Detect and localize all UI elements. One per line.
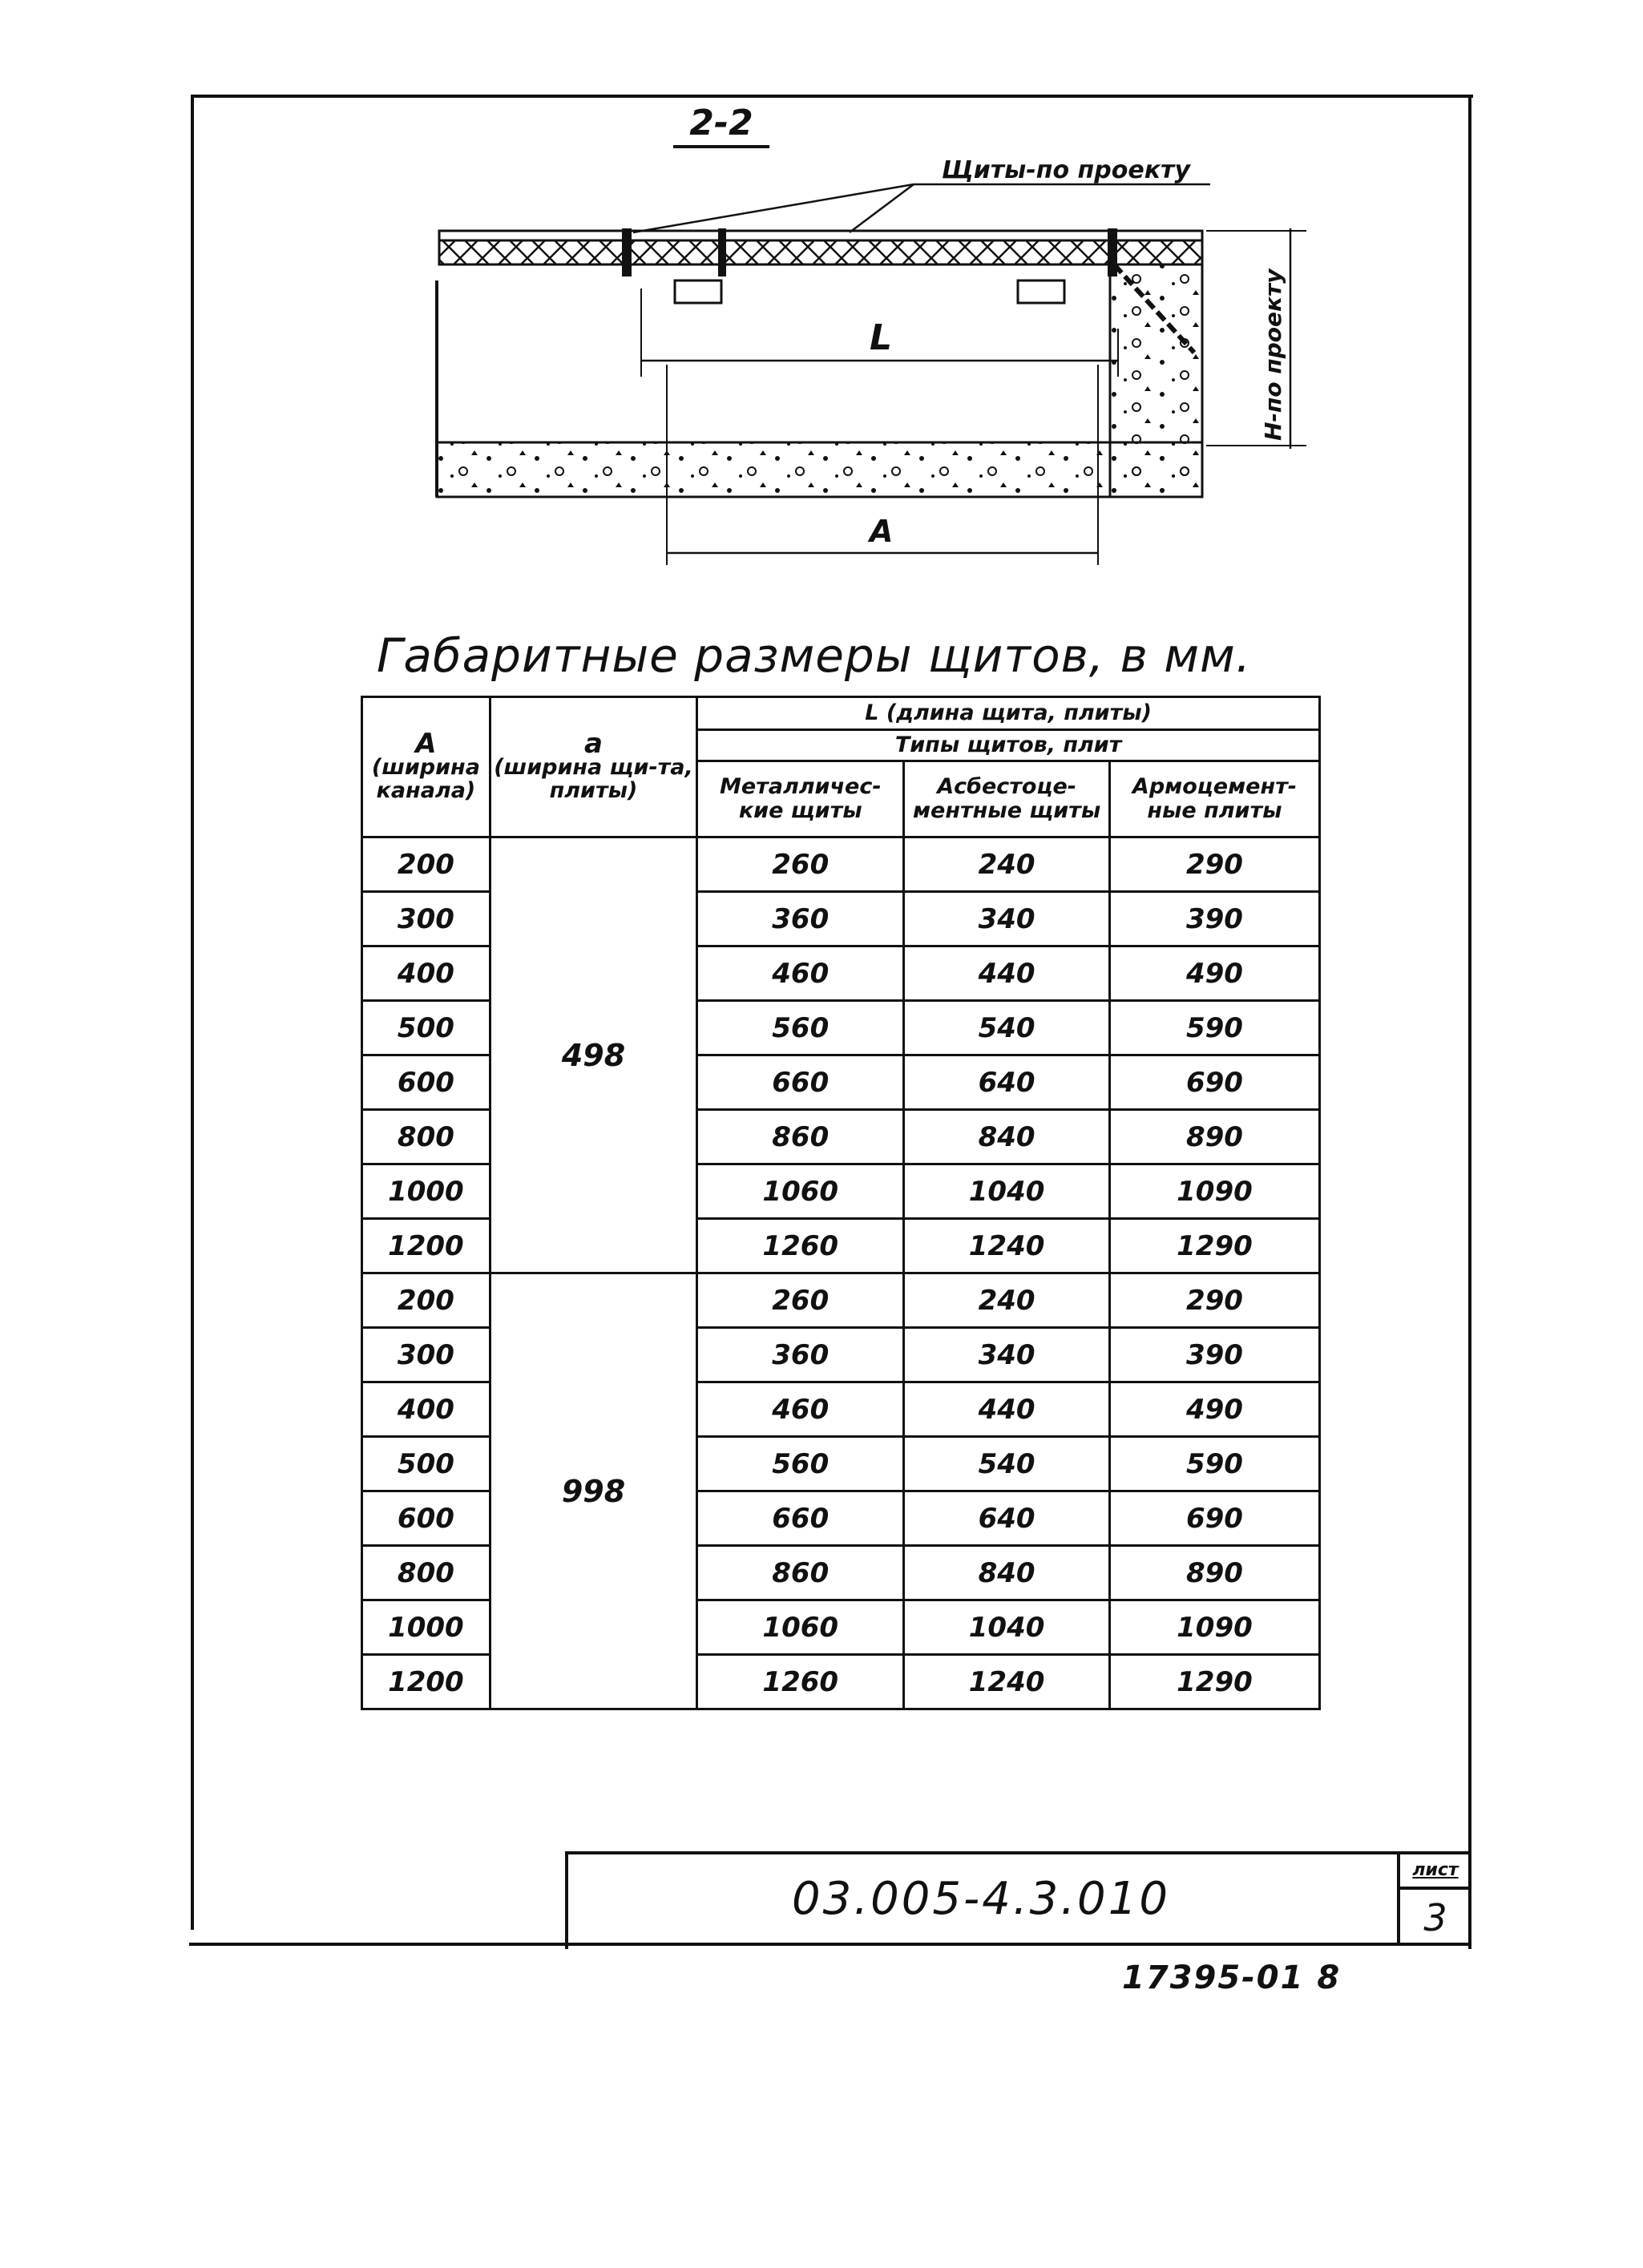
cell-asbestos: 1040 bbox=[904, 1164, 1110, 1219]
cell-armo: 290 bbox=[1109, 1273, 1319, 1328]
header-panel-width: a (ширина щи-та, плиты) bbox=[490, 697, 696, 837]
header-asbestos: Асбестоце-ментные щиты bbox=[904, 761, 1110, 837]
cell-A: 1000 bbox=[362, 1600, 490, 1655]
header-panel-types: Типы щитов, плит bbox=[697, 730, 1320, 761]
cell-A: 600 bbox=[362, 1055, 490, 1110]
cell-metal: 1060 bbox=[697, 1164, 904, 1219]
cell-armo: 290 bbox=[1109, 837, 1319, 892]
cell-A: 1200 bbox=[362, 1655, 490, 1709]
cell-asbestos: 1040 bbox=[904, 1600, 1110, 1655]
header-panel-length: L (длина щита, плиты) bbox=[697, 697, 1320, 730]
dim-L-label: L bbox=[870, 317, 893, 358]
cell-a-group-1: 498 bbox=[490, 837, 696, 1273]
right-wall bbox=[1110, 264, 1202, 497]
bracket-right bbox=[1018, 280, 1064, 303]
section-drawing bbox=[0, 0, 1643, 577]
cell-asbestos: 540 bbox=[904, 1001, 1110, 1055]
cell-asbestos: 640 bbox=[904, 1055, 1110, 1110]
cell-metal: 660 bbox=[697, 1055, 904, 1110]
cell-asbestos: 640 bbox=[904, 1491, 1110, 1546]
cell-metal: 860 bbox=[697, 1546, 904, 1600]
section-label: 2-2 bbox=[673, 103, 769, 148]
cell-armo: 590 bbox=[1109, 1437, 1319, 1491]
cell-A: 200 bbox=[362, 837, 490, 892]
sheet-number-box bbox=[1397, 1854, 1471, 1946]
cell-metal: 460 bbox=[697, 1382, 904, 1437]
header-channel-width: A (ширина канала) bbox=[362, 697, 490, 837]
cell-A: 600 bbox=[362, 1491, 490, 1546]
cell-armo: 590 bbox=[1109, 1001, 1319, 1055]
cell-asbestos: 840 bbox=[904, 1546, 1110, 1600]
table-caption: Габаритные размеры щитов, в мм. bbox=[377, 628, 1252, 683]
cell-A: 1200 bbox=[362, 1219, 490, 1273]
cell-A: 300 bbox=[362, 892, 490, 946]
cell-A: 300 bbox=[362, 1328, 490, 1382]
cell-metal: 560 bbox=[697, 1437, 904, 1491]
note-leader-1 bbox=[633, 184, 914, 232]
cell-A: 200 bbox=[362, 1273, 490, 1328]
table-row bbox=[362, 1273, 1320, 1328]
bottom-slab bbox=[437, 442, 1202, 497]
cell-armo: 1290 bbox=[1109, 1219, 1319, 1273]
cell-armo: 1090 bbox=[1109, 1164, 1319, 1219]
cell-asbestos: 340 bbox=[904, 892, 1110, 946]
cell-asbestos: 1240 bbox=[904, 1655, 1110, 1709]
sheet-number: 3 bbox=[1423, 1896, 1447, 1939]
cell-metal: 1260 bbox=[697, 1655, 904, 1709]
cell-metal: 1260 bbox=[697, 1219, 904, 1273]
cell-asbestos: 1240 bbox=[904, 1219, 1110, 1273]
cell-asbestos: 440 bbox=[904, 1382, 1110, 1437]
cell-asbestos: 440 bbox=[904, 946, 1110, 1001]
cell-asbestos: 240 bbox=[904, 1273, 1110, 1328]
cell-armo: 690 bbox=[1109, 1055, 1319, 1110]
panel-joint-left bbox=[622, 228, 632, 276]
sheet-label: лист bbox=[1400, 1854, 1471, 1890]
cell-armo: 390 bbox=[1109, 1328, 1319, 1382]
note-leader-2 bbox=[850, 184, 914, 232]
cell-asbestos: 240 bbox=[904, 837, 1110, 892]
cell-armo: 490 bbox=[1109, 1382, 1319, 1437]
panel-dimensions-table bbox=[361, 696, 1321, 1710]
cell-A: 400 bbox=[362, 1382, 490, 1437]
panels-note: Щиты-по проекту bbox=[942, 156, 1191, 184]
document-code: 03.005-4.3.010 bbox=[792, 1873, 1170, 1925]
cell-metal: 860 bbox=[697, 1110, 904, 1164]
cell-metal: 460 bbox=[697, 946, 904, 1001]
bracket-left bbox=[675, 280, 721, 303]
table-row bbox=[362, 837, 1320, 892]
cell-metal: 260 bbox=[697, 1273, 904, 1328]
cell-metal: 660 bbox=[697, 1491, 904, 1546]
cell-metal: 560 bbox=[697, 1001, 904, 1055]
title-block bbox=[565, 1851, 1471, 1949]
cell-armo: 1290 bbox=[1109, 1655, 1319, 1709]
panel-joint-mid bbox=[718, 228, 726, 276]
cell-asbestos: 340 bbox=[904, 1328, 1110, 1382]
inventory-number: 17395-01 8 bbox=[1122, 1959, 1342, 1996]
cell-armo: 390 bbox=[1109, 892, 1319, 946]
cell-metal: 260 bbox=[697, 837, 904, 892]
cell-metal: 360 bbox=[697, 1328, 904, 1382]
cell-A: 800 bbox=[362, 1110, 490, 1164]
header-armocement: Армоцемент-ные плиты bbox=[1109, 761, 1319, 837]
cell-metal: 360 bbox=[697, 892, 904, 946]
cell-armo: 890 bbox=[1109, 1110, 1319, 1164]
cell-asbestos: 540 bbox=[904, 1437, 1110, 1491]
cell-asbestos: 840 bbox=[904, 1110, 1110, 1164]
cell-armo: 690 bbox=[1109, 1491, 1319, 1546]
cell-armo: 1090 bbox=[1109, 1600, 1319, 1655]
cell-metal: 1060 bbox=[697, 1600, 904, 1655]
cell-A: 800 bbox=[362, 1546, 490, 1600]
cell-A: 400 bbox=[362, 946, 490, 1001]
cell-armo: 890 bbox=[1109, 1546, 1319, 1600]
dim-A-label: A bbox=[870, 514, 894, 549]
cell-a-group-2: 998 bbox=[490, 1273, 696, 1709]
cell-A: 1000 bbox=[362, 1164, 490, 1219]
cell-A: 500 bbox=[362, 1437, 490, 1491]
dim-H-label: H-по проекту bbox=[1260, 268, 1286, 441]
cell-A: 500 bbox=[362, 1001, 490, 1055]
cell-armo: 490 bbox=[1109, 946, 1319, 1001]
header-metal: Металличес-кие щиты bbox=[697, 761, 904, 837]
